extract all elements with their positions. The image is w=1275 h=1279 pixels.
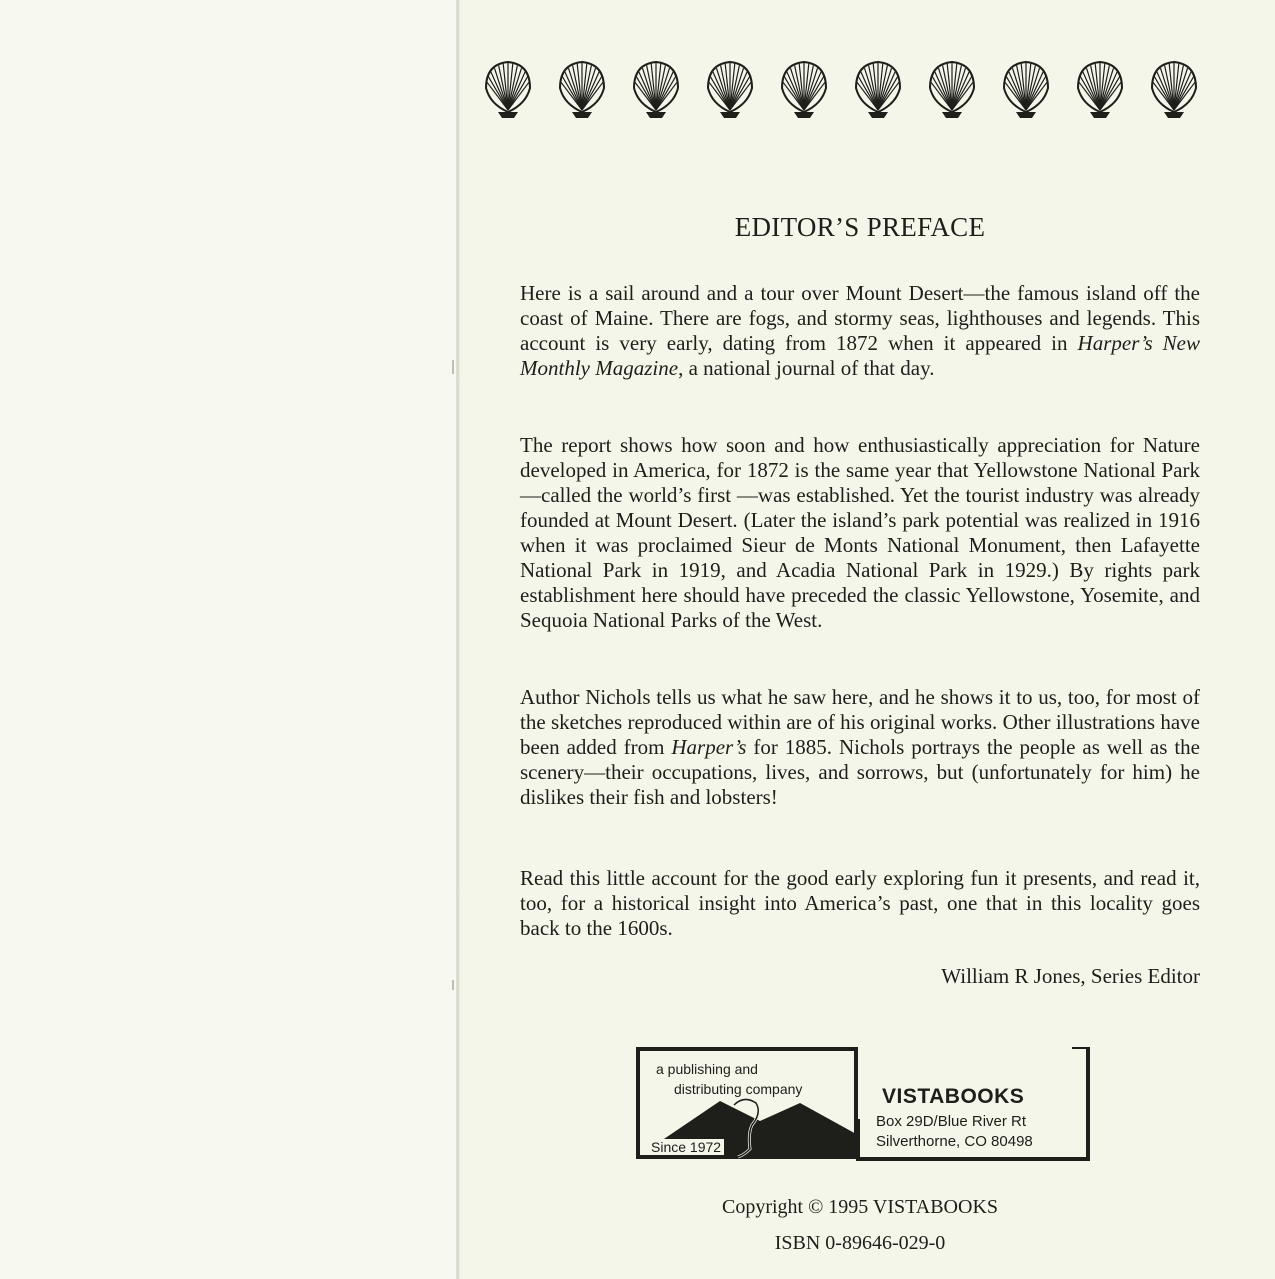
paragraph-text: for 1885. Nichols portrays the people as well as the scenery—their occupations, lives, and sorrows, but (unfortunately for him) he dislikes their fish and lobsters! — [520, 735, 1200, 809]
scallop-shell-icon — [776, 58, 832, 120]
paragraph-text: The report shows how soon and how enthusiastically appreciation for Nature developed in America, for 1872 is the same year that Yellowstone National Park—called the world’s first —was established. Yet the tourist industry was already founded at Mount Desert. (Later the island’s park potential was realized in 1916 when it was proclaimed Sieur de Monts National Monument, then Lafayette National Park in 1919, and Acadia National Park in 1929.) By rights park establishment here should have preceded the classic Yellowstone, Yosemite, and Sequoia National Parks of the West. — [520, 433, 1200, 632]
preface-paragraph-1 — [520, 281, 1200, 381]
scallop-shell-icon — [924, 58, 980, 120]
scallop-shell-icon — [1146, 58, 1202, 120]
scallop-shell-icon — [628, 58, 684, 120]
preface-paragraph-3 — [520, 685, 1200, 810]
paragraph-text: Here is a sail around and a tour over Mount Desert—the famous island off the coast of Maine. There are fogs, and stormy seas, lighthouses and legends. This account is very early, dating from 1872 when it appeared in — [520, 281, 1200, 355]
scallop-shell-icon — [998, 58, 1054, 120]
editor-signature: William R Jones, Series Editor — [941, 964, 1200, 988]
scallop-shell-icon — [1072, 58, 1128, 120]
paragraph-text: , a national journal of that day. — [678, 356, 935, 380]
copyright-notice: Copyright © 1995 VISTABOOKS — [721, 1196, 999, 1218]
logo-emblem-box — [636, 1047, 858, 1159]
publisher-address-line-2: Silverthorne, CO 80498 — [876, 1133, 1033, 1150]
scallop-shell-icon — [480, 58, 536, 120]
scallop-shell-border — [480, 58, 1220, 120]
publisher-logo — [632, 1047, 1092, 1167]
publisher-name: VISTABOOKS — [882, 1085, 1025, 1108]
page-edge-mark — [452, 980, 454, 990]
italic-title-text: Harper’s — [671, 735, 747, 759]
preface-paragraph-4 — [520, 866, 1200, 941]
page-edge-mark — [452, 360, 454, 374]
scallop-shell-icon — [554, 58, 610, 120]
logo-since-year: Since 1972 — [648, 1139, 724, 1155]
isbn-number: ISBN 0-89646-029-0 — [774, 1232, 946, 1254]
scallop-shell-icon — [850, 58, 906, 120]
logo-tagline-line-1: a publishing and — [656, 1061, 758, 1077]
paragraph-text: Read this little account for the good early exploring fun it presents, and read it, too, for a historical insight into America’s past, one that in this locality goes back to the 1600s. — [520, 866, 1200, 940]
logo-tagline-line-2: distributing company — [674, 1081, 803, 1097]
publisher-address-line-1: Box 29D/Blue River Rt — [876, 1113, 1027, 1130]
preface-paragraph-2 — [520, 433, 1200, 633]
page-title: EDITOR’S PREFACE — [734, 212, 986, 242]
paragraph-text: Author Nichols tells us what he saw here, and he shows it to us, too, for most of the sketches reproduced within are of his original works. Other illustrations have been added from — [520, 685, 1200, 759]
scallop-shell-icon — [702, 58, 758, 120]
italic-title-text: Harper’s New Monthly Magazine — [520, 331, 1200, 380]
left-blank-page — [0, 0, 456, 1279]
